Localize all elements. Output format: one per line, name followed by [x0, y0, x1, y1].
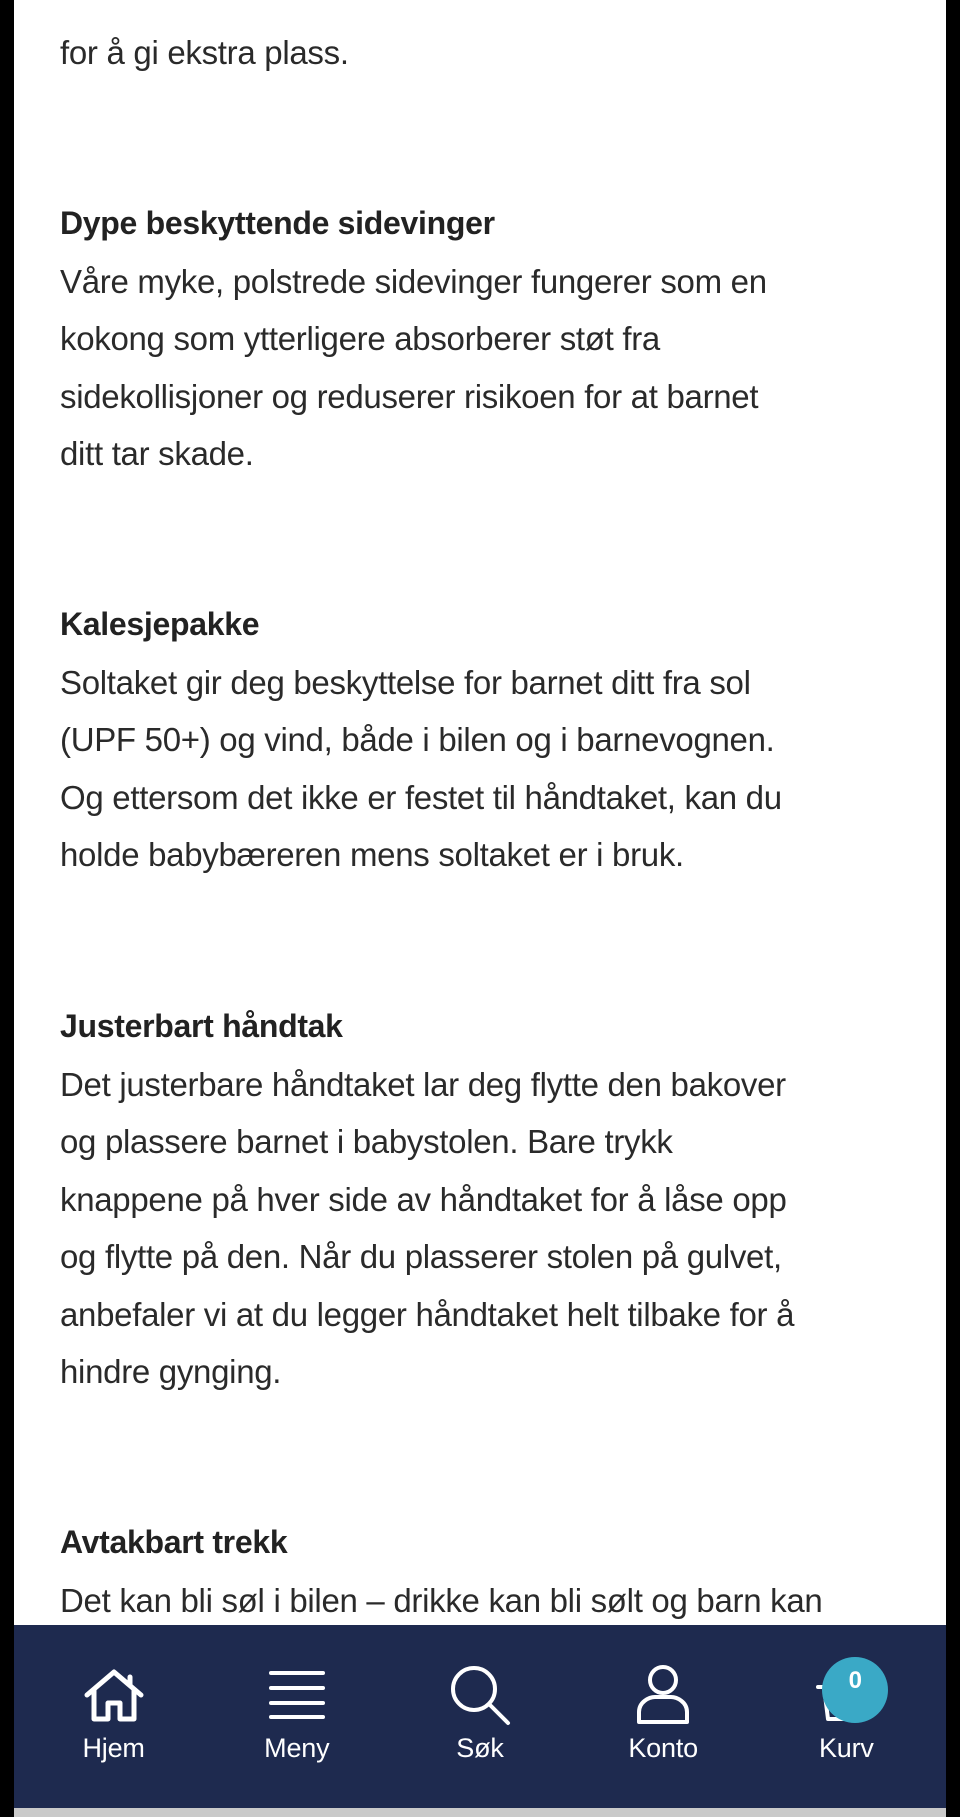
body-line: ditt tar skade. — [60, 435, 254, 472]
system-bottom-strip — [14, 1808, 946, 1817]
menu-icon — [265, 1663, 329, 1727]
body-line: Soltaket gir deg beskyttelse for barnet ditt fra sol — [60, 663, 751, 701]
nav-label: Konto — [628, 1733, 698, 1763]
body-line: holde babybæreren mens soltaket er i bruk. — [60, 836, 684, 873]
section-body — [60, 1056, 794, 1401]
section-body — [60, 253, 767, 483]
app-screen — [14, 0, 946, 1817]
section-heading: Justerbart håndtak — [60, 1008, 343, 1044]
nav-label: Kurv — [818, 1733, 874, 1763]
section-body — [60, 1572, 822, 1630]
body-line: og flytte på den. Når du plasserer stolen på gulvet, — [60, 1238, 782, 1275]
nav-label: Meny — [264, 1733, 330, 1763]
body-line: hindre gynging. — [60, 1353, 282, 1390]
body-line: anbefaler vi at du legger håndtaket helt tilbake for å — [60, 1295, 795, 1333]
section-body — [60, 654, 782, 884]
nav-item-account[interactable] — [583, 1625, 743, 1764]
body-line: Våre myke, polstrede sidevinger fungerer som en — [60, 262, 767, 300]
nav-item-cart[interactable] — [766, 1625, 926, 1764]
body-line: Og ettersom det ikke er festet til håndtaket, kan du — [60, 778, 782, 816]
cart-count-badge: 0 — [822, 1657, 888, 1723]
feature-section-side-wings — [60, 195, 767, 483]
body-line: Det kan bli søl i bilen – drikke kan bli sølt og barn kan — [60, 1581, 823, 1619]
section-heading: Avtakbart trekk — [60, 1524, 288, 1560]
account-icon — [631, 1663, 695, 1727]
feature-section-handle — [60, 998, 794, 1401]
feature-section-removable-cover — [60, 1514, 822, 1629]
intro-text: for å gi ekstra plass. — [60, 34, 349, 71]
nav-label: Søk — [456, 1733, 504, 1763]
nav-item-search[interactable] — [400, 1625, 560, 1764]
body-line: Det justerbare håndtaket lar deg flytte den bakover — [60, 1065, 786, 1103]
nav-label: Hjem — [82, 1733, 145, 1763]
home-icon — [82, 1663, 146, 1727]
body-line: (UPF 50+) og vind, både i bilen og i barnevognen. — [60, 721, 775, 758]
feature-section-canopy — [60, 596, 782, 884]
nav-item-menu[interactable] — [217, 1625, 377, 1764]
body-line: knappene på hver side av håndtaket for å låse opp — [60, 1180, 787, 1218]
body-line: kokong som ytterligere absorberer støt fra — [60, 320, 660, 357]
search-icon — [448, 1663, 512, 1727]
body-line: sidekollisjoner og reduserer risikoen for at barnet — [60, 377, 759, 415]
section-heading: Kalesjepakke — [60, 606, 260, 642]
nav-item-home[interactable] — [34, 1625, 194, 1764]
body-line: og plassere barnet i babystolen. Bare trykk — [60, 1123, 673, 1160]
bottom-navigation-bar — [14, 1625, 946, 1808]
section-heading: Dype beskyttende sidevinger — [60, 205, 495, 241]
